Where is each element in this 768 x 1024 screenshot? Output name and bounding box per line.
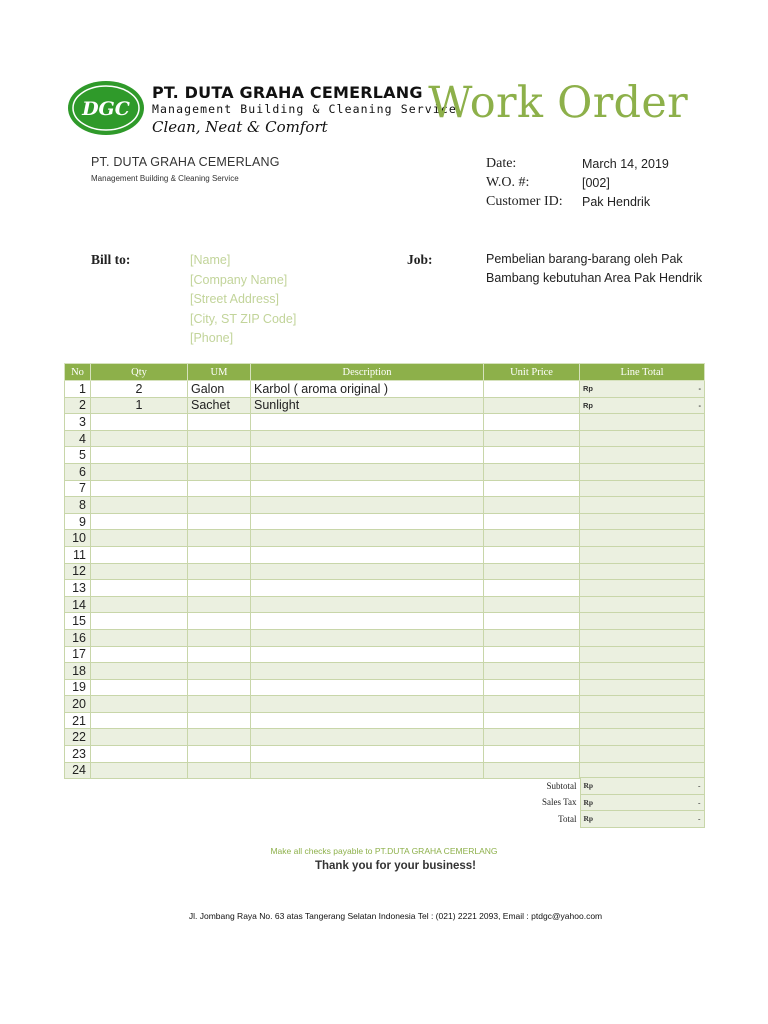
totals-table [480, 777, 705, 828]
row-number: 24 [65, 762, 91, 779]
row-qty [91, 629, 188, 646]
row-line-total [580, 447, 705, 464]
table-row [65, 463, 705, 480]
table-row [65, 746, 705, 763]
row-qty [91, 729, 188, 746]
row-qty [91, 696, 188, 713]
row-description [251, 696, 484, 713]
table-row [65, 613, 705, 630]
line-items-body [65, 381, 705, 779]
table-row [65, 729, 705, 746]
row-um [188, 463, 251, 480]
row-line-total-currency: Rp [583, 400, 593, 410]
row-um [188, 629, 251, 646]
logo-mark: DGC [82, 98, 130, 120]
row-qty [91, 530, 188, 547]
order-meta [486, 154, 669, 211]
row-description [251, 447, 484, 464]
row-unit-price [484, 381, 580, 398]
row-unit-price [484, 447, 580, 464]
row-line-total-currency: Rp [583, 384, 593, 394]
row-qty [91, 497, 188, 514]
row-line-total [580, 563, 705, 580]
row-line-total [580, 712, 705, 729]
row-number: 8 [65, 497, 91, 514]
table-row [65, 563, 705, 580]
row-um [188, 563, 251, 580]
table-row [65, 513, 705, 530]
row-unit-price [484, 746, 580, 763]
row-line-total-amount: - [698, 400, 701, 410]
sales-tax-amount: - [698, 797, 701, 807]
wo-number-label: W.O. #: [486, 174, 530, 190]
row-um: Galon [188, 381, 251, 398]
row-line-total [580, 397, 705, 414]
row-description [251, 712, 484, 729]
row-um [188, 712, 251, 729]
table-row [65, 381, 705, 398]
row-qty [91, 447, 188, 464]
row-description [251, 430, 484, 447]
bill-to-label: Bill to: [91, 252, 131, 267]
total-amount: - [698, 814, 701, 824]
row-um [188, 729, 251, 746]
row-description [251, 596, 484, 613]
logo-slogan: Clean, Neat & Comfort [152, 118, 328, 136]
row-um [188, 530, 251, 547]
row-unit-price [484, 729, 580, 746]
company-address: Jl. Jombang Raya No. 63 atas Tangerang Selatan Indonesia Tel : (021) 2221 2093, Email : ptdgc@yahoo.com [188, 911, 603, 921]
row-line-total [580, 746, 705, 763]
row-qty [91, 679, 188, 696]
row-number: 3 [65, 414, 91, 431]
header-line-total: Line Total [580, 364, 705, 381]
row-qty [91, 596, 188, 613]
row-description [251, 580, 484, 597]
row-line-total [580, 463, 705, 480]
row-line-total [580, 580, 705, 597]
row-unit-price [484, 613, 580, 630]
table-row [65, 712, 705, 729]
row-unit-price [484, 430, 580, 447]
bill-to-company: [Company Name] [190, 272, 288, 287]
subtotal-currency: Rp [583, 781, 594, 791]
row-qty [91, 663, 188, 680]
row-number: 5 [65, 447, 91, 464]
row-qty [91, 430, 188, 447]
row-description [251, 646, 484, 663]
row-um: Sachet [188, 397, 251, 414]
row-qty [91, 414, 188, 431]
row-qty [91, 762, 188, 779]
row-line-total [580, 613, 705, 630]
customer-id-value: Pak Hendrik [582, 194, 651, 209]
row-line-total [580, 646, 705, 663]
row-number: 6 [65, 463, 91, 480]
row-line-total [580, 663, 705, 680]
row-line-total [580, 430, 705, 447]
row-number: 21 [65, 712, 91, 729]
job-description: Pembelian barang-barang oleh Pak Bambang kebutuhan Area Pak Hendrik [486, 252, 703, 285]
row-number: 23 [65, 746, 91, 763]
row-line-total [580, 497, 705, 514]
row-line-total [580, 480, 705, 497]
row-unit-price [484, 414, 580, 431]
row-qty: 1 [91, 397, 188, 414]
subtotal-label: Subtotal [546, 780, 577, 791]
row-description [251, 463, 484, 480]
row-description [251, 629, 484, 646]
row-um [188, 480, 251, 497]
table-row [65, 447, 705, 464]
row-line-total [580, 530, 705, 547]
table-header-row [65, 364, 705, 381]
subtotal-value [580, 778, 704, 795]
row-description [251, 530, 484, 547]
table-row [65, 430, 705, 447]
row-um [188, 696, 251, 713]
logo-company-tagline: Management Building & Cleaning Service [152, 102, 457, 116]
bill-to-street: [Street Address] [190, 292, 279, 306]
date-value: March 14, 2019 [582, 156, 669, 171]
row-number: 16 [65, 629, 91, 646]
row-line-total [580, 381, 705, 398]
bill-to-phone: [Phone] [190, 331, 234, 345]
row-um [188, 663, 251, 680]
row-unit-price [484, 679, 580, 696]
row-number: 4 [65, 430, 91, 447]
sales-tax-label: Sales Tax [542, 797, 577, 808]
total-value [580, 811, 704, 828]
row-um [188, 430, 251, 447]
row-unit-price [484, 629, 580, 646]
table-row [65, 696, 705, 713]
row-line-total [580, 679, 705, 696]
row-number: 17 [65, 646, 91, 663]
logo-company-name: PT. DUTA GRAHA CEMERLANG [152, 83, 423, 102]
issuer-subtitle: Management Building & Cleaning Service [91, 174, 239, 183]
row-um [188, 646, 251, 663]
row-description [251, 563, 484, 580]
table-row [65, 414, 705, 431]
row-unit-price [484, 712, 580, 729]
row-number: 19 [65, 679, 91, 696]
row-description [251, 663, 484, 680]
row-um [188, 596, 251, 613]
total-currency: Rp [583, 814, 594, 824]
job-label: Job: [407, 252, 433, 267]
row-number: 7 [65, 480, 91, 497]
row-unit-price [484, 546, 580, 563]
row-description [251, 679, 484, 696]
customer-id-label: Customer ID: [486, 193, 563, 209]
total-label: Total [558, 813, 577, 824]
table-row [65, 480, 705, 497]
wo-number-value: [002] [582, 175, 610, 190]
row-number: 18 [65, 663, 91, 680]
meta-row-wo [486, 173, 669, 192]
row-description: Karbol ( aroma original ) [251, 381, 484, 398]
row-description [251, 480, 484, 497]
header-um: UM [188, 364, 251, 381]
row-qty [91, 712, 188, 729]
row-line-total [580, 546, 705, 563]
row-um [188, 546, 251, 563]
row-number: 9 [65, 513, 91, 530]
row-description [251, 497, 484, 514]
row-number: 15 [65, 613, 91, 630]
subtotal-amount: - [698, 781, 701, 791]
row-qty: 2 [91, 381, 188, 398]
table-row [65, 397, 705, 414]
row-unit-price [484, 563, 580, 580]
row-qty [91, 480, 188, 497]
row-description [251, 613, 484, 630]
logo-text-block [152, 84, 457, 137]
row-number: 12 [65, 563, 91, 580]
row-line-total [580, 414, 705, 431]
row-unit-price [484, 696, 580, 713]
header-no: No [65, 364, 91, 381]
table-row [65, 596, 705, 613]
row-unit-price [484, 580, 580, 597]
row-unit-price [484, 513, 580, 530]
row-um [188, 447, 251, 464]
row-number: 2 [65, 397, 91, 414]
row-unit-price [484, 596, 580, 613]
row-line-total [580, 629, 705, 646]
row-number: 1 [65, 381, 91, 398]
header-qty: Qty [91, 364, 188, 381]
row-number: 22 [65, 729, 91, 746]
row-number: 13 [65, 580, 91, 597]
row-description [251, 513, 484, 530]
row-qty [91, 463, 188, 480]
meta-row-date [486, 154, 669, 173]
row-number: 11 [65, 546, 91, 563]
row-qty [91, 563, 188, 580]
row-unit-price [484, 663, 580, 680]
line-items-table [64, 363, 705, 779]
row-um [188, 613, 251, 630]
table-row [65, 629, 705, 646]
row-unit-price [484, 646, 580, 663]
checks-payable-note: Make all checks payable to PT.DUTA GRAHA CEMERLANG [270, 846, 498, 856]
subtotal-row [480, 778, 704, 795]
row-line-total [580, 729, 705, 746]
table-row [65, 679, 705, 696]
row-line-total-amount: - [698, 384, 701, 394]
bill-to-city: [City, ST ZIP Code] [190, 311, 297, 326]
row-unit-price [484, 530, 580, 547]
row-um [188, 497, 251, 514]
table-row [65, 546, 705, 563]
row-um [188, 414, 251, 431]
row-description: Sunlight [251, 397, 484, 414]
table-row [65, 530, 705, 547]
row-description [251, 414, 484, 431]
row-qty [91, 746, 188, 763]
document-title: Work Order [428, 78, 688, 128]
sales-tax-value [580, 794, 704, 811]
row-um [188, 679, 251, 696]
meta-row-customer [486, 192, 669, 211]
row-description [251, 762, 484, 779]
table-row [65, 646, 705, 663]
row-unit-price [484, 480, 580, 497]
row-number: 20 [65, 696, 91, 713]
company-logo [67, 80, 145, 136]
row-line-total [580, 596, 705, 613]
row-qty [91, 613, 188, 630]
row-line-total [580, 696, 705, 713]
header-description: Description [251, 364, 484, 381]
row-qty [91, 580, 188, 597]
bill-to-name: [Name] [190, 253, 231, 267]
issuer-name: PT. DUTA GRAHA CEMERLANG [91, 155, 280, 169]
row-unit-price [484, 397, 580, 414]
row-description [251, 729, 484, 746]
row-description [251, 546, 484, 563]
row-number: 14 [65, 596, 91, 613]
table-row [65, 497, 705, 514]
row-qty [91, 513, 188, 530]
row-um [188, 580, 251, 597]
row-description [251, 746, 484, 763]
row-um [188, 746, 251, 763]
thank-you-note: Thank you for your business! [314, 860, 477, 872]
table-row [65, 580, 705, 597]
row-um [188, 762, 251, 779]
row-unit-price [484, 463, 580, 480]
table-row [65, 663, 705, 680]
sales-tax-currency: Rp [583, 797, 594, 807]
row-qty [91, 646, 188, 663]
row-line-total [580, 513, 705, 530]
date-label: Date: [486, 155, 517, 171]
row-number: 10 [65, 530, 91, 547]
row-um [188, 513, 251, 530]
header-unit-price: Unit Price [484, 364, 580, 381]
total-row [480, 811, 704, 828]
sales-tax-row [480, 794, 704, 811]
bill-to-block [190, 251, 296, 349]
row-unit-price [484, 497, 580, 514]
row-qty [91, 546, 188, 563]
